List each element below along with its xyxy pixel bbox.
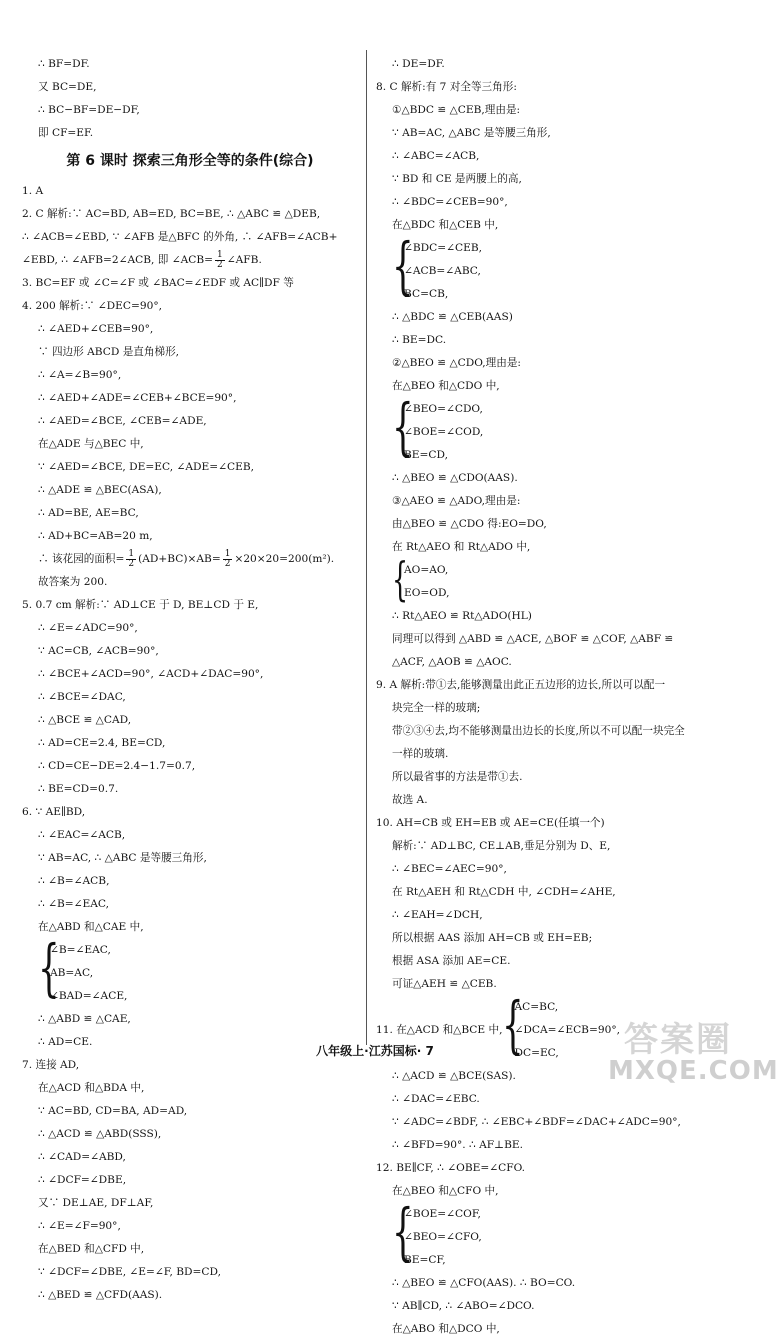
text-line: ∴ △ADE ≌ △BEC(ASA), (38, 484, 162, 496)
brace-icon: { (38, 931, 60, 1004)
text-line: 5. 0.7 cm 解析:∵ AD⊥CE 于 D, BE⊥CD 于 E, (22, 599, 259, 611)
system-rows (50, 939, 127, 1008)
text-line: ∴ ∠A=∠B=90°, (38, 369, 122, 381)
text-line: ∠B=∠EAC, (50, 944, 111, 956)
left-column (22, 53, 358, 1307)
answer-8-part4 (376, 605, 712, 674)
brace-icon: { (392, 229, 414, 302)
answer-4-area (22, 548, 358, 571)
text-line: AB=AC, (50, 967, 94, 979)
text-line: ∠ACB=∠ABC, (404, 265, 481, 277)
text-line: ∴ △BCE ≌ △CAD, (38, 714, 132, 726)
brace-icon: { (392, 552, 409, 606)
text-line: △ACF, △AOB ≌ △AOC. (392, 656, 512, 668)
answer-9 (376, 674, 712, 812)
answer-3: 3. BC=EF 或 ∠C=∠F 或 ∠BAC=∠EDF 或 AC∥DF 等 (22, 277, 294, 289)
text-line: ∴ AD=CE. (38, 1036, 93, 1048)
text-line: ∴ Rt△AEO ≌ Rt△ADO(HL) (392, 610, 532, 622)
text-line: 块完全一样的玻璃; (392, 702, 481, 714)
text-line: ∠BDC=∠CEB, (404, 242, 483, 254)
text-line: AC=BC, (514, 1001, 559, 1013)
fraction-denominator: 2 (217, 259, 223, 270)
text-line: BE=CD, (404, 449, 448, 461)
text-line: ∴ ∠BCE=∠DAC, (38, 691, 126, 703)
text-line: 6. ∵ AE∥BD, (22, 806, 86, 818)
text-line: ③△AEO ≌ △ADO,理由是: (392, 495, 521, 507)
fraction-numerator: 1 (224, 548, 231, 559)
text-line: ∴ BE=CD=0.7. (38, 783, 119, 795)
text-line: ∵ AC=CB, ∠ACB=90°, (38, 645, 159, 657)
text-run: ∠EBD, ∴ ∠AFB=2∠ACB, 即 ∠ACB= (22, 254, 214, 266)
text-line: ②△BEO ≌ △CDO,理由是: (392, 357, 521, 369)
system-rows (404, 559, 449, 605)
column-divider (366, 50, 367, 1045)
text-line: 在△BDC 和△CEB 中, (392, 219, 499, 231)
text-line: ∴ ∠BEC=∠AEC=90°, (392, 863, 507, 875)
text-line: ∵ ∠ADC=∠BDF, ∴ ∠EBC+∠BDF=∠DAC+∠ADC=90°, (392, 1116, 681, 1128)
answer-2-line: 2. C 解析:∵ AC=BD, AB=ED, BC=BE, ∴ △ABC ≌ △DEB, (22, 208, 321, 220)
text-line: 故选 A. (392, 794, 428, 806)
text-line: ∴ AD=CE=2.4, BE=CD, (38, 737, 166, 749)
fraction-denominator: 2 (128, 558, 135, 569)
text-run: (AD+BC)×AB= (138, 553, 221, 565)
equation-system (376, 390, 712, 467)
system-rows (404, 1203, 482, 1272)
text-line: 在△BEO 和△CFO 中, (392, 1185, 499, 1197)
text-line: ∴ ∠AED+∠ADE=∠CEB+∠BCE=90°, (38, 392, 237, 404)
answer-1: 1. A (22, 185, 44, 197)
text-line: 所以最省事的方法是带①去. (392, 771, 523, 783)
text-line: 4. 200 解析:∵ ∠DEC=90°, (22, 300, 163, 312)
answer-7 (22, 1054, 358, 1307)
text-line: 在△ADE 与△BEC 中, (38, 438, 144, 450)
text-line: 在 Rt△AEO 和 Rt△ADO 中, (392, 541, 531, 553)
text-line: ∠BEO=∠CFO, (404, 1231, 482, 1243)
text-line: ∴ △BEO ≌ △CDO(AAS). (392, 472, 518, 484)
text-line: ∠BOE=∠COD, (404, 426, 484, 438)
equation-system (376, 229, 712, 306)
text-line: ∴ ∠DAC=∠EBC. (392, 1093, 480, 1105)
text-line: BE=CF, (404, 1254, 446, 1266)
text-line: ∴ △BDC ≌ △CEB(AAS) (392, 311, 513, 323)
text-line: 12. BE∥CF, ∴ ∠OBE=∠CFO. (376, 1162, 525, 1174)
answer-8-part2 (376, 306, 712, 398)
fraction (215, 251, 225, 270)
text-line: 又∵ DE⊥AE, DF⊥AF, (38, 1197, 154, 1209)
text-line: ∴ ∠EAC=∠ACB, (38, 829, 126, 841)
text-line: 所以根据 AAS 添加 AH=CB 或 EH=EB; (392, 932, 593, 944)
text-line: ∴ △ACD ≌ △BCE(SAS). (392, 1070, 516, 1082)
answer-6 (22, 801, 358, 939)
answer-2-line (22, 249, 358, 272)
text-line: 在△BED 和△CFD 中, (38, 1243, 145, 1255)
text-line: 在△BEO 和△CDO 中, (392, 380, 500, 392)
text-line: ∴ ∠AED=∠BCE, ∠CEB=∠ADE, (38, 415, 207, 427)
text-line: ①△BDC ≌ △CEB,理由是: (392, 104, 521, 116)
text-line: ∴ △BED ≌ △CFD(AAS). (38, 1289, 163, 1301)
right-column (376, 53, 712, 1341)
text-line: 故答案为 200. (38, 576, 108, 588)
text-line: 8. C 解析:有 7 对全等三角形: (376, 81, 517, 93)
text-line: 一样的玻璃. (392, 748, 449, 760)
text-line: EO=OD, (404, 587, 450, 599)
text-line: ∴ ∠DCF=∠DBE, (38, 1174, 127, 1186)
fraction-numerator: 1 (128, 548, 135, 559)
text-line: ∴ △ACD ≌ △ABD(SSS), (38, 1128, 162, 1140)
watermark-logo (606, 1012, 779, 1092)
text-line: ∴ DE=DF. (392, 58, 445, 70)
equation-system (22, 931, 358, 1008)
text-line: 在 Rt△AEH 和 Rt△CDH 中, ∠CDH=∠AHE, (392, 886, 616, 898)
answer-2-line: ∴ ∠ACB=∠EBD, ∵ ∠AFB 是△BFC 的外角, ∴ ∠AFB=∠ACB+ (22, 231, 338, 243)
text-line: 11. 在△ACD 和△BCE 中, (376, 1024, 503, 1036)
fraction-numerator: 1 (217, 249, 223, 260)
text-line: ∵ AB=AC, ∴ △ABC 是等腰三角形, (38, 852, 207, 864)
text-line: ∠BEO=∠CDO, (404, 403, 483, 415)
fraction (126, 550, 136, 569)
answer-5 (22, 594, 358, 801)
equation-system (376, 1195, 712, 1272)
text-line: ∵ ∠AED=∠BCE, DE=EC, ∠ADE=∠CEB, (38, 461, 254, 473)
text-line: ∴ AD=BE, AE=BC, (38, 507, 139, 519)
text-line: DC=EC, (514, 1047, 559, 1059)
brace-icon: { (392, 390, 414, 463)
lesson-title: 第 6 课时 探索三角形全等的条件(综合) (66, 153, 314, 169)
page-footer: 八年级上·江苏国标· 7 (316, 1044, 434, 1058)
text-line: ∴ ∠BCE+∠ACD=90°, ∠ACD+∠DAC=90°, (38, 668, 264, 680)
text-line: ∵ AB=AC, △ABC 是等腰三角形, (392, 127, 551, 139)
text-line: BC=CB, (404, 288, 449, 300)
text-line: ∠BOE=∠COF, (404, 1208, 481, 1220)
answer-8-part3 (376, 467, 712, 559)
text-line: 可证△AEH ≌ △CEB. (392, 978, 497, 990)
text-line: ∴ AD+BC=AB=20 m, (38, 530, 153, 542)
text-line: 解析:∵ AD⊥BC, CE⊥AB,垂足分别为 D、E, (392, 840, 611, 852)
text-line: ∵ BD 和 CE 是两腰上的高, (392, 173, 522, 185)
equation-system (376, 552, 712, 606)
text-line: ∴ ∠B=∠ACB, (38, 875, 110, 887)
text-line: ∴ ∠BFD=90°. ∴ AF⊥BE. (392, 1139, 523, 1151)
text-line: ∠DCA=∠ECB=90°, (514, 1024, 620, 1036)
text-line: ∴ BC−BF=DE−DF, (38, 104, 140, 116)
text-line: 带②③④去,均不能够测量出边长的长度,所以不可以配一块完全 (392, 725, 685, 737)
answer-12-end (376, 1272, 712, 1341)
text-line: ∴ ∠CAD=∠ABD, (38, 1151, 126, 1163)
text-line: 10. AH=CB 或 EH=EB 或 AE=CE(任填一个) (376, 817, 605, 829)
text-line: ∴ ∠AED+∠CEB=90°, (38, 323, 154, 335)
system-rows (404, 398, 483, 467)
text-line: ∴ CD=CE−DE=2.4−1.7=0.7, (38, 760, 196, 772)
text-line: ∴ ∠BDC=∠CEB=90°, (392, 196, 508, 208)
text-line: ∠BAD=∠ACE, (50, 990, 128, 1002)
answer-12 (376, 1157, 712, 1203)
text-line: 7. 连接 AD, (22, 1059, 80, 1071)
text-run: ×20×20=200(m²). (234, 553, 335, 565)
text-line: ∴ △ABD ≌ △CAE, (38, 1013, 131, 1025)
text-line: 同理可以得到 △ABD ≌ △ACE, △BOF ≌ △COF, △ABF ≌ (392, 633, 674, 645)
watermark-url: MXQE.COM (608, 1056, 779, 1086)
text-line: ∴ ∠EAH=∠DCH, (392, 909, 483, 921)
system-rows (404, 237, 482, 306)
text-line: 在△ABO 和△DCO 中, (392, 1323, 500, 1335)
text-line: 在△ACD 和△BDA 中, (38, 1082, 145, 1094)
text-line: ∵ AB∥CD, ∴ ∠ABO=∠DCO. (392, 1300, 535, 1312)
text-run: ∠AFB. (226, 254, 262, 266)
text-line: ∴ ∠ABC=∠ACB, (392, 150, 480, 162)
text-line: AO=AO, (404, 564, 449, 576)
text-line: ∵ AC=BD, CD=BA, AD=AD, (38, 1105, 188, 1117)
text-line: ∴ ∠E=∠ADC=90°, (38, 622, 138, 634)
answer-10 (376, 812, 712, 996)
text-line: ∴ ∠E=∠F=90°, (38, 1220, 121, 1232)
watermark-text: 答案圈 (624, 1020, 732, 1060)
text-line: ∴ BF=DF. (38, 58, 90, 70)
fraction (223, 550, 233, 569)
text-run: ∴ 该花园的面积= (38, 553, 125, 565)
text-line: 根据 ASA 添加 AE=CE. (392, 955, 511, 967)
system-rows (514, 996, 620, 1065)
fraction-denominator: 2 (224, 558, 231, 569)
text-line: ∴ △BEO ≌ △CFO(AAS). ∴ BO=CO. (392, 1277, 576, 1289)
answer-8 (376, 76, 712, 237)
text-line: 在△ABD 和△CAE 中, (38, 921, 144, 933)
text-line: ∴ BE=DC. (392, 334, 447, 346)
text-line: 又 BC=DE, (38, 81, 97, 93)
text-line: ∵ ∠DCF=∠DBE, ∠E=∠F, BD=CD, (38, 1266, 221, 1278)
brace-icon: { (502, 988, 525, 1061)
text-line: ∵ 四边形 ABCD 是直角梯形, (38, 346, 180, 358)
text-line: 9. A 解析:带①去,能够测量出此正五边形的边长,所以可以配一 (376, 679, 666, 691)
brace-icon: { (392, 1195, 414, 1268)
text-line: 由△BEO ≌ △CDO 得:EO=DO, (392, 518, 547, 530)
answer-4 (22, 295, 358, 548)
text-line: ∴ ∠B=∠EAC, (38, 898, 110, 910)
text-line: 即 CF=EF. (38, 127, 94, 139)
